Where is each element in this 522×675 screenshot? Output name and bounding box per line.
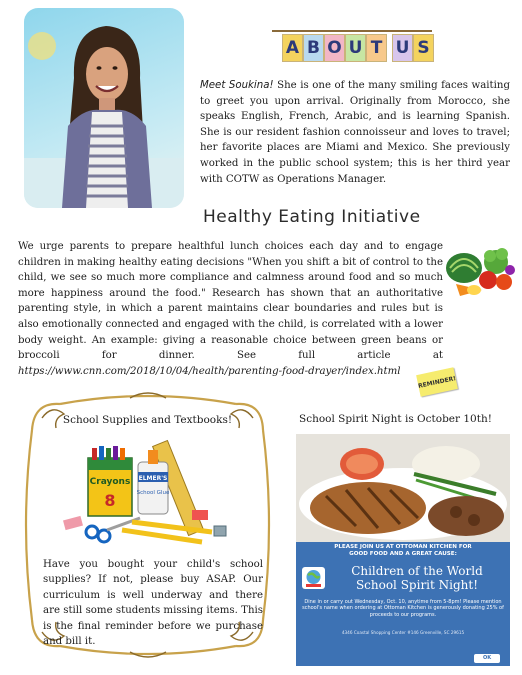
article-link[interactable]: https://www.cnn.com/2018/10/04/health/parenting-food-drayer/index.html [18, 365, 401, 377]
flyer-address: 4346 Coastal Shopping Center #146 Greenville, SC 29615 [341, 630, 465, 635]
banner-letter: S [413, 34, 434, 62]
about-us-banner [272, 24, 432, 64]
restaurant-logo: OK [474, 654, 500, 663]
banner-letter: T [366, 34, 387, 62]
flyer-event-line1: Children of the World [351, 564, 483, 578]
school-logo-badge [302, 567, 325, 589]
crayons-label: Crayons [89, 477, 131, 487]
staff-photo [24, 8, 184, 208]
glue-brand: ELMER'S [138, 475, 168, 482]
supplies-title: School Supplies and Textbooks! [62, 414, 233, 426]
supplies-paragraph: Have you bought your child's school supplies? If not, please buy ASAP. Our curriculum is well underway and there are still some students missing items. This is the final reminder before we purchase and bill it. [43, 559, 263, 648]
spirit-night-flyer [296, 434, 510, 666]
banner-letter: O [324, 34, 345, 62]
healthy-body: We urge parents to prepare healthful lunch choices each day and to engage children in making healthy eating decisions "When you shift a bit of control to the child, we see so much more compliance and calmness around food and so much more happiness around the food." Research has shown that an authoritative parenting style, in which a parent maintains clear boundaries and rules but is also emotionally connected and engaged with the child, is correlated with a lower body weight. An example: giving a reasonable choice between green beans or broccoli for dinner. See full article at [18, 241, 443, 362]
flyer-invite-text [296, 544, 510, 558]
portrait-illustration [24, 8, 184, 208]
vegetables-icon [444, 240, 516, 302]
globe-icon [302, 567, 325, 589]
school-supplies-icon [52, 432, 237, 552]
staff-intro-paragraph [200, 78, 510, 187]
glue-label: School Glue [136, 490, 170, 496]
banner-letter: B [303, 34, 324, 62]
flyer-invite-line2: GOOD FOOD AND A GREAT CAUSE: [349, 551, 457, 557]
banner-letter: U [345, 34, 366, 62]
healthy-eating-heading: Healthy Eating Initiative [203, 207, 421, 227]
grilled-food-image [296, 434, 510, 542]
crayons-count: 8 [104, 491, 116, 510]
banner-string [272, 30, 432, 32]
healthy-eating-paragraph [18, 239, 443, 379]
flyer-event-line2: School Spirit Night! [355, 578, 479, 592]
flyer-event-title [326, 564, 508, 592]
spirit-night-title: School Spirit Night is October 10th! [299, 413, 492, 425]
banner-letter: A [282, 34, 303, 62]
flyer-details: Dine in or carry out Wednesday, Oct. 10, anytime from 5-8pm! Please mention school's name when ordering at Ottoman Kitchen is generously donating 25% of proceeds to our programs. [302, 599, 504, 618]
intro-text: She is one of the many smiling faces waiting to greet you upon arrival. Originally from Morocco, she speaks English, French, Arabic, and is learning Spanish. She is our resident fashion connoisseur and loves to travel; her favorite places are Miami and Mexico. She previously worked in the public school system; this is her third year with COTW as Operations Manager. [200, 80, 510, 185]
reminder-sticky-note: REMINDER! [416, 367, 458, 396]
intro-lead: Meet Soukina! [200, 80, 274, 91]
flyer-invite-line1: PLEASE JOIN US AT OTTOMAN KITCHEN FOR [334, 544, 472, 550]
banner-letter: U [392, 34, 413, 62]
